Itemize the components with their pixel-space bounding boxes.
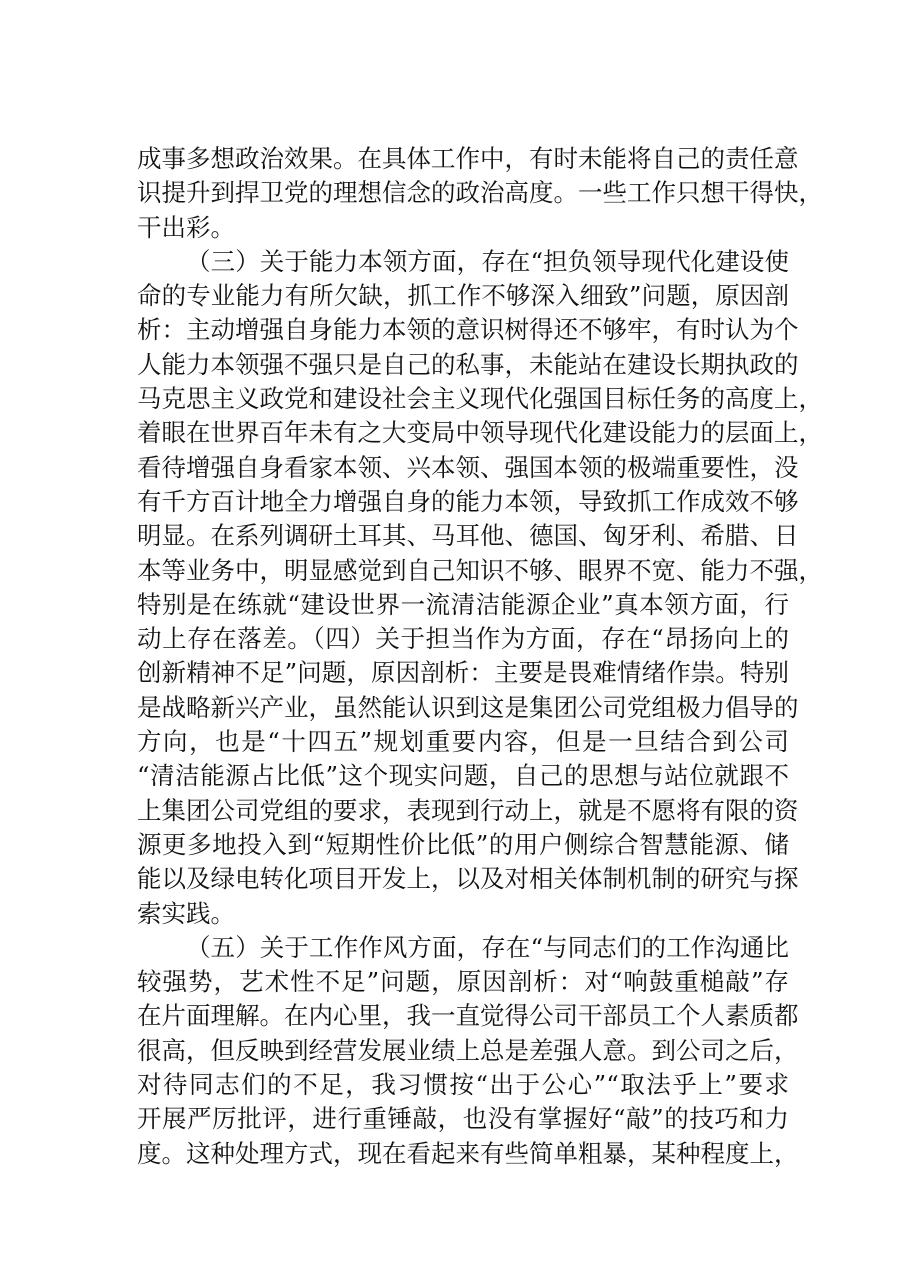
text-line: “清洁能源占比低”这个现实问题，自己的思想与站位就跟不 xyxy=(137,761,789,791)
text-line: 较强势，艺术性不足”问题，原因剖析：对“响鼓重槌敲”存 xyxy=(137,967,789,997)
text-line: 干出彩。 xyxy=(137,212,235,242)
text-line: 在片面理解。在内心里，我一直觉得公司干部员工个人素质都 xyxy=(137,1001,799,1031)
text-line: 能以及绿电转化项目开发上，以及对相关体制机制的研究与探 xyxy=(137,864,799,894)
text-line: 是战略新兴产业，虽然能认识到这是集团公司党组极力倡导的 xyxy=(137,692,799,722)
text-line: 上集团公司党组的要求，表现到行动上，就是不愿将有限的资 xyxy=(137,795,799,825)
text-line: 着眼在世界百年未有之大变局中领导现代化建设能力的层面上， xyxy=(137,418,823,448)
document-body xyxy=(137,142,823,1171)
text-line: 方向，也是“十四五”规划重要内容，但是一旦结合到公司 xyxy=(137,727,789,757)
text-line: 动上存在落差。（四）关于担当作为方面，存在“昂扬向上的 xyxy=(137,624,789,654)
text-line: 很高，但反映到经营发展业绩上总是差强人意。到公司之后， xyxy=(137,1035,799,1065)
text-line: 有千方百计地全力增强自身的能力本领，导致抓工作成效不够 xyxy=(137,486,799,516)
text-line: 开展严厉批评，进行重锤敲，也没有掌握好“敲”的技巧和力 xyxy=(137,1104,789,1134)
text-line: 索实践。 xyxy=(137,898,235,928)
text-line: 析：主动增强自身能力本领的意识树得还不够牢，有时认为个 xyxy=(137,315,799,345)
text-line: 命的专业能力有所欠缺，抓工作不够深入细致”问题，原因剖 xyxy=(137,281,789,311)
text-line: 看待增强自身看家本领、兴本领、强国本领的极端重要性，没 xyxy=(137,452,799,482)
section-three-heading-line: （三）关于能力本领方面，存在“担负领导现代化建设使 xyxy=(186,246,789,276)
text-line: 特别是在练就“建设世界一流清洁能源企业”真本领方面，行 xyxy=(137,589,789,619)
text-line: 对待同志们的不足，我习惯按“出于公心”“取法乎上”要求 xyxy=(137,1070,789,1100)
text-line: 马克思主义政党和建设社会主义现代化强国目标任务的高度上， xyxy=(137,384,823,414)
text-line: 明显。在系列调研土耳其、马耳他、德国、匈牙利、希腊、日 xyxy=(137,521,799,551)
text-line: 识提升到捍卫党的理想信念的政治高度。一些工作只想干得快， xyxy=(137,178,823,208)
section-five-heading-line: （五）关于工作作风方面，存在“与同志们的工作沟通比 xyxy=(186,932,789,962)
text-line: 成事多想政治效果。在具体工作中，有时未能将自己的责任意 xyxy=(137,144,799,173)
text-line: 创新精神不足”问题，原因剖析：主要是畏难情绪作祟。特别 xyxy=(137,658,789,688)
text-line: 源更多地投入到“短期性价比低”的用户侧综合智慧能源、储 xyxy=(137,829,789,859)
text-line: 本等业务中，明显感觉到自己知识不够、眼界不宽、能力不强， xyxy=(137,555,823,585)
text-line: 度。这种处理方式，现在看起来有些简单粗暴，某种程度上， xyxy=(137,1138,799,1168)
text-line: 人能力本领强不强只是自己的私事，未能站在建设长期执政的 xyxy=(137,349,799,379)
